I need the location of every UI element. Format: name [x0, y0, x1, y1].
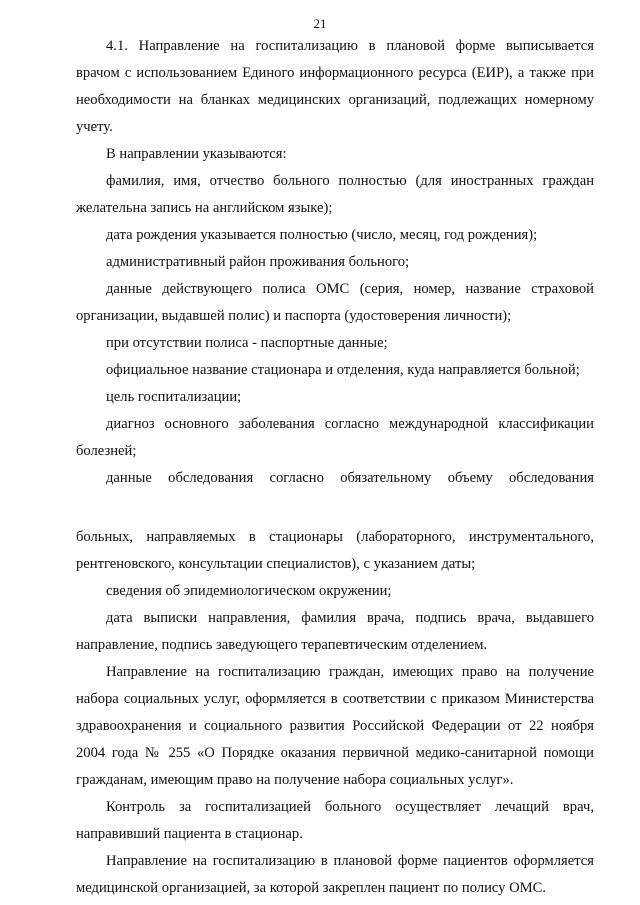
- text-line: желательна запись на английском языке);: [76, 200, 333, 216]
- text-line: учету.: [76, 119, 113, 135]
- text-line: направивший пациента в стационар.: [76, 826, 303, 842]
- text-line: медицинской организацией, за которой закреплен пациент по полису ОМС.: [76, 880, 547, 896]
- text-line: Направление на госпитализацию граждан, имеющих право на получение: [106, 664, 594, 680]
- text-line: сведения об эпидемиологическом окружении;: [106, 583, 392, 599]
- text-line: врачом с использованием Единого информационного ресурса (ЕИР), а также при: [76, 65, 594, 81]
- text-line: дата выписки направления, фамилия врача, подпись врача, выдавшего: [106, 610, 594, 626]
- text-line: цель госпитализации;: [106, 389, 242, 405]
- text-line: данные обследования согласно обязательному объему обследования: [106, 470, 594, 486]
- text-line: больных, направляемых в стационары (лабораторного, инструментального,: [76, 529, 594, 545]
- text-block-upper: [76, 33, 594, 492]
- text-line: данные действующего полиса ОМС (серия, номер, название страховой: [106, 281, 594, 297]
- page-number: 21: [313, 16, 327, 31]
- text-line: при отсутствии полиса - паспортные данные;: [106, 335, 388, 351]
- text-line: 2004 года № 255 «О Порядке оказания первичной медико-санитарной помощи: [76, 745, 594, 761]
- text-line: набора социальных услуг, оформляется в соответствии с приказом Министерства: [76, 691, 594, 707]
- text-line: здравоохранения и социального развития Российской Федерации от 22 ноября: [76, 718, 594, 734]
- text-line: диагноз основного заболевания согласно международной классификации: [106, 416, 594, 432]
- text-line: административный район проживания больного;: [106, 254, 410, 270]
- text-line: 4.1. Направление на госпитализацию в плановой форме выписывается: [106, 38, 594, 54]
- text-line: Контроль за госпитализацией больного осуществляет лечащий врач,: [106, 799, 594, 815]
- text-line: Направление на госпитализацию в плановой форме пациентов оформляется: [106, 853, 594, 869]
- text-line: направление, подпись заведующего терапевтическим отделением.: [76, 637, 488, 653]
- text-line: дата рождения указывается полностью (число, месяц, год рождения);: [106, 227, 538, 243]
- text-line: официальное название стационара и отделения, куда направляется больной;: [106, 362, 580, 378]
- text-line: болезней;: [76, 443, 137, 459]
- text-line: В направлении указываются:: [106, 146, 287, 162]
- text-line: фамилия, имя, отчество больного полностью (для иностранных граждан: [106, 173, 594, 189]
- text-line: рентгеновского, консультации специалистов), с указанием даты;: [76, 556, 476, 572]
- text-line: гражданам, имеющим право на получение набора социальных услуг».: [76, 772, 514, 788]
- text-line: необходимости на бланках медицинских организаций, подлежащих номерному: [76, 92, 594, 108]
- text-line: организации, выдавшей полис) и паспорта (удостоверения личности);: [76, 308, 512, 324]
- text-block-lower: [76, 524, 594, 902]
